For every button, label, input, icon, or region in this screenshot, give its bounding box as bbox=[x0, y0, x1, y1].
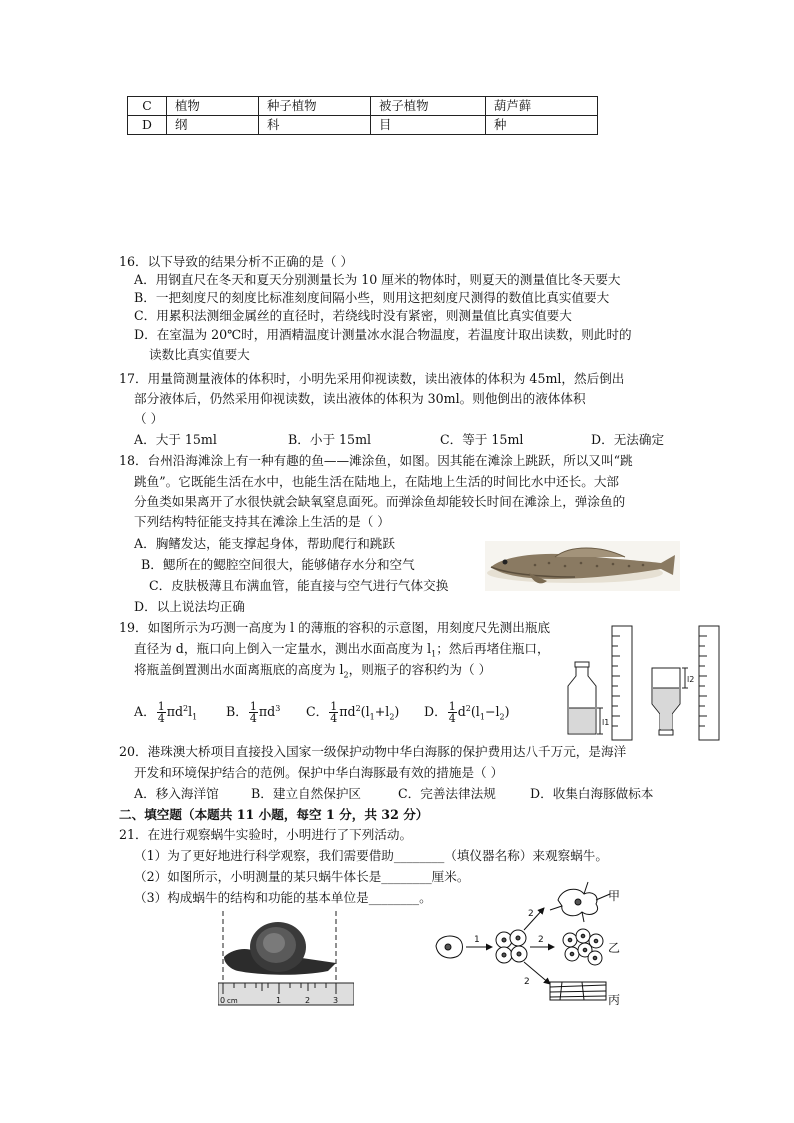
q21-part-3: （3）构成蜗牛的结构和功能的基本单位是________。 bbox=[134, 890, 432, 905]
q16-option-b: B．一把刻度尺的刻度比标准刻度间隔小些，则用这把刻度尺测得的数值比真实值要大 bbox=[134, 290, 610, 305]
table-row bbox=[128, 116, 598, 135]
q18-stem: 18．台州沿海滩涂上有一种有趣的鱼——滩涂鱼，如图。因其能在滩涂上跳跃，所以又叫“跳 bbox=[119, 453, 633, 468]
q18-option-a: A．胸鳍发达，能支撑起身体，帮助爬行和跳跃 bbox=[134, 536, 395, 551]
table-cell: 葫芦藓 bbox=[486, 97, 598, 116]
table-cell: 植物 bbox=[167, 97, 259, 116]
q20-option-d: D．收集白海豚做标本 bbox=[530, 786, 654, 801]
q20-stem-cont: 开发和环境保护结合的范例。保护中华白海豚最有效的措施是（ ） bbox=[134, 765, 504, 780]
q16-option-a: A．用钢直尺在冬天和夏天分别测量长为 10 厘米的物体时，则夏天的测量值比冬天要大 bbox=[134, 272, 621, 287]
tissue-label-bing: 丙 bbox=[608, 993, 621, 1007]
ruler-label: 2 bbox=[305, 996, 311, 1005]
q19-stem: 19．如图所示为巧测一高度为 l 的薄瓶的容积的示意图，用刻度尺先测出瓶底 bbox=[119, 620, 551, 635]
q18-stem-cont: 跳鱼”。它既能生活在水中，也能生活在陆地上，在陆地上生活的时间比水中还长。大部 bbox=[134, 474, 620, 489]
q17-option-c: C．等于 15ml bbox=[440, 432, 524, 447]
table-cell: 种子植物 bbox=[259, 97, 371, 116]
q17-option-a: A．大于 15ml bbox=[134, 432, 217, 447]
table-cell: 被子植物 bbox=[371, 97, 486, 116]
table-cell: C bbox=[128, 97, 167, 116]
q19-option-c: C． $\frac{1}{4}$ $\pi d^2(l_1+l_2)$ bbox=[306, 700, 400, 725]
classification-table bbox=[127, 96, 598, 135]
bottle-diagram bbox=[562, 622, 728, 744]
table-cell: 纲 bbox=[167, 116, 259, 135]
arrow-label: 1 bbox=[474, 935, 480, 945]
label-l1: l1 bbox=[602, 718, 610, 727]
q16-stem: 16．以下导致的结果分析不正确的是（ ） bbox=[119, 254, 354, 269]
table-row bbox=[128, 97, 598, 116]
ruler-label: 1 bbox=[276, 996, 282, 1005]
q18-option-d: D．以上说法均正确 bbox=[134, 599, 245, 614]
table-cell: 目 bbox=[371, 116, 486, 135]
q19-option-b: B． $\frac{1}{4}$ $\pi d^3$ bbox=[226, 700, 281, 725]
q18-stem-cont: 下列结构特征能支持其在滩涂上生活的是（ ） bbox=[134, 514, 390, 529]
ruler-label: 0 bbox=[220, 996, 226, 1005]
label-l2: l2 bbox=[687, 675, 695, 684]
q17-stem: 17．用量筒测量液体的体积时，小明先采用仰视读数，读出液体的体积为 45ml，然后倒出 bbox=[119, 371, 625, 386]
q16-option-d: D．在室温为 20℃时，用酒精温度计测量冰水混合物温度，若温度计取出读数，则此时的 bbox=[134, 327, 632, 342]
q17-option-b: B．小于 15ml bbox=[288, 432, 372, 447]
q18-option-b: B．鳃所在的鳃腔空间很大，能够储存水分和空气 bbox=[141, 557, 415, 572]
q19-option-a: A． $\frac{1}{4}$ $\pi d^2l_1$ bbox=[134, 700, 198, 725]
snail-ruler-image bbox=[218, 911, 354, 1007]
arrow-label: 2 bbox=[538, 935, 544, 945]
q16-option-c: C．用累积法测细金属丝的直径时，若绕线时没有紧密，则测量值比真实值要大 bbox=[134, 308, 572, 323]
ruler-label: 3 bbox=[333, 996, 339, 1005]
q19-stem-cont: 直径为 d，瓶口向上倒入一定量水，测出水面高度为 $l_1$；然后再堵住瓶口， bbox=[134, 641, 550, 659]
q19-stem-cont: 将瓶盖倒置测出水面离瓶底的高度为 $l_2$，则瓶子的容积约为（ ） bbox=[134, 662, 492, 680]
arrow-label: 2 bbox=[528, 909, 534, 919]
q20-option-a: A．移入海洋馆 bbox=[134, 786, 219, 801]
q16-option-d-cont: 读数比真实值要大 bbox=[149, 347, 250, 362]
q21-part-2: （2）如图所示，小明测量的某只蜗牛体长是________厘米。 bbox=[134, 869, 470, 884]
q20-option-b: B．建立自然保护区 bbox=[251, 786, 362, 801]
table-cell: D bbox=[128, 116, 167, 135]
mudskipper-image bbox=[485, 541, 680, 591]
q20-option-c: C．完善法律法规 bbox=[398, 786, 496, 801]
q17-option-d: D．无法确定 bbox=[591, 432, 665, 447]
q21-stem: 21．在进行观察蜗牛实验时，小明进行了下列活动。 bbox=[119, 827, 413, 842]
q21-part-1: （1）为了更好地进行科学观察，我们需要借助________（填仪器名称）来观察蜗牛。 bbox=[134, 848, 608, 863]
q19-option-d: D． $\frac{1}{4}$ $d^2(l_1-l_2)$ bbox=[424, 700, 510, 725]
cell-differentiation-diagram bbox=[432, 878, 628, 1010]
q20-stem: 20．港珠澳大桥项目直接投入国家一级保护动物中华白海豚的保护费用达八千万元，是海洋 bbox=[119, 744, 627, 759]
ruler-label: cm bbox=[227, 997, 238, 1005]
table-cell: 科 bbox=[259, 116, 371, 135]
q17-bracket: （ ） bbox=[134, 411, 164, 426]
section-title: 二、填空题（本题共 11 小题，每空 1 分，共 32 分） bbox=[119, 807, 429, 822]
q18-stem-cont: 分鱼类如果离开了水很快就会缺氧窒息面死。而弹涂鱼却能较长时间在滩涂上，弹涂鱼的 bbox=[134, 494, 626, 509]
q17-stem-cont: 部分液体后，仍然采用仰视读数，读出液体的体积为 30ml。则他倒出的液体体积 bbox=[134, 391, 586, 406]
table-cell: 种 bbox=[486, 116, 598, 135]
tissue-label-yi: 乙 bbox=[608, 941, 621, 955]
tissue-label-jia: 甲 bbox=[608, 889, 621, 903]
q18-option-c: C．皮肤极薄且布满血管，能直接与空气进行气体交换 bbox=[149, 578, 449, 593]
arrow-label: 2 bbox=[524, 977, 530, 987]
